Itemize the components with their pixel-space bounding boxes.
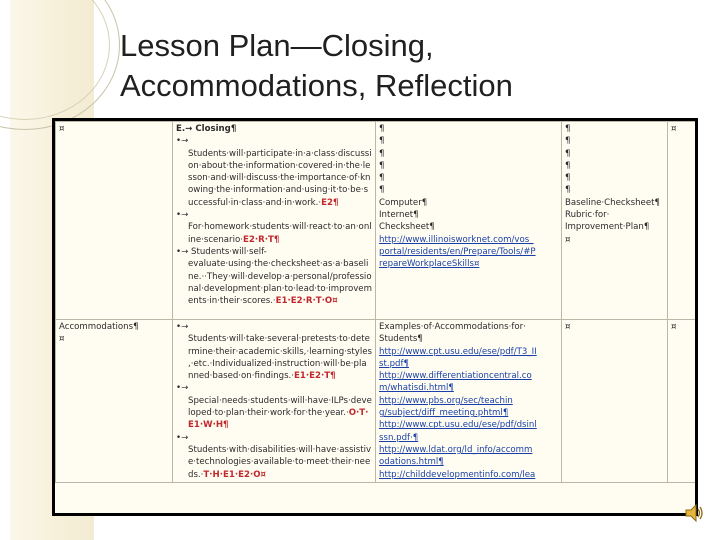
accommodations-bullet-2: •→ Special·needs·students·will·have·ILPs·developed·to·plan·their·work·for·the·year.·O·T·E1·W·H¶ [176,383,372,431]
cell-closing-end: ¤ [668,122,696,320]
assessment-end: ¤ [565,234,571,245]
resource-line: ¶ [379,148,385,159]
accommodation-link[interactable]: http://www.pbs.org/sec/teachin [379,395,513,406]
accommodations-bullet-3: •→ Students·with·disabilities·will·have·assistive·technologies·available·to·meet·their·needs.·T·H·E1·E2·O¤ [176,432,372,480]
cell-closing-activities [173,122,376,320]
resource-internet: Internet¶ [379,210,419,221]
slide-title-line2: Accommodations, Reflection [120,68,513,103]
cell-accommodations-assessment: ¤ [562,320,668,483]
cell-accommodations-end: ¤ [668,320,696,483]
cell-accommodations-resources [376,320,562,483]
assessment-line: ¶ [565,173,571,184]
cell-accommodations-activities [173,320,376,483]
resource-line: ¶ [379,136,385,147]
accommodations-label: Accommodations¶ [59,322,139,332]
resource-computer: Computer¶ [379,197,428,208]
resource-line: ¶ [379,185,385,196]
closing-bullet-3: •→ Students·will·self-evaluate·using·the·checksheet·as·a·baseline.··They·will·develop·a·personal/professional·development·plan·to·lead·to·improvements·in·their·scores.·E1·E2·R·T·O¤ [176,246,372,307]
accommodations-bullet-1: •→ Students·will·take·several·pretests·to·determine·their·academic·skills,·learning·styles,·etc.·Individualized·instruction·will·be·planned·based·on·findings.·E1·E2·T¶ [176,322,373,382]
accommodations-examples-heading: Examples·of·Accommodations·for· [379,322,526,332]
assessment-line: ¶ [565,148,571,159]
slide-title [120,26,680,106]
resource-link[interactable]: portal/residents/en/Prepare/Tools/#P [379,246,536,257]
lesson-plan-document-image [52,118,698,516]
resource-checksheet: Checksheet¶ [379,222,435,233]
lesson-plan-table [55,121,696,483]
accommodation-link[interactable]: http://www.cpt.usu.edu/ese/pdf/T3_II [379,346,537,357]
cell-closing-label: ¤ [56,122,173,320]
accommodation-link[interactable]: m/whatisdi.html¶ [379,383,454,394]
assessment-baseline: Baseline·Checksheet¶ [565,197,660,208]
assessment-line: ¶ [565,160,571,171]
accommodation-link[interactable]: http://www.differentiationcentral.co [379,371,532,382]
assessment-improvement: Improvement·Plan¶ [565,222,650,233]
resource-line: ¶ [379,160,385,171]
accommodation-link[interactable]: odations.html¶ [379,457,444,468]
closing-heading: E.→ Closing¶ [176,124,237,134]
closing-bullet-2: •→ For·homework·students·will·react·to·an·online·scenario·E2·R·T¶ [176,210,372,245]
resource-link[interactable]: http://www.illinoisworknet.com/vos_ [379,234,534,245]
assessment-line: ¶ [565,124,571,134]
accommodation-link[interactable]: http://www.cpt.usu.edu/ese/pdf/dsinl [379,420,537,431]
accommodations-end: ¤ [59,334,65,345]
assessment-rubric: Rubric·for· [565,210,610,221]
cell-accommodations-label [56,320,173,483]
resource-link[interactable]: repareWorkplaceSkills¤ [379,259,480,270]
table-row-accommodations [56,320,696,483]
cell-closing-assessment [562,122,668,320]
accommodations-examples-heading-2: Students¶ [379,334,423,345]
accommodation-link[interactable]: st.pdf¶ [379,358,409,369]
cell-closing-resources [376,122,562,320]
speaker-icon[interactable] [684,502,706,524]
accommodation-link[interactable]: http://childdevelopmentinfo.com/lea [379,469,536,480]
closing-bullet-1: •→ Students·will·participate·in·a·class·discussion·about·the·information·covered·in·the·lesson·and·will·discuss·the·importance·of·knowing·the·information·and·using·it·to·be·successful·in·class·and·in·work.·E2¶ [176,136,372,208]
accommodation-link[interactable]: ssn.pdf·¶ [379,432,419,443]
accommodation-link[interactable]: http://www.ldat.org/ld_info/accomm [379,444,533,455]
table-row-closing [56,122,696,320]
resource-line: ¶ [379,124,385,134]
slide-title-line1: Lesson Plan—Closing, [120,28,434,63]
assessment-line: ¶ [565,185,571,196]
accommodation-link[interactable]: g/subject/diff_meeting.phtml¶ [379,408,509,419]
resource-line: ¶ [379,173,385,184]
assessment-line: ¶ [565,136,571,147]
